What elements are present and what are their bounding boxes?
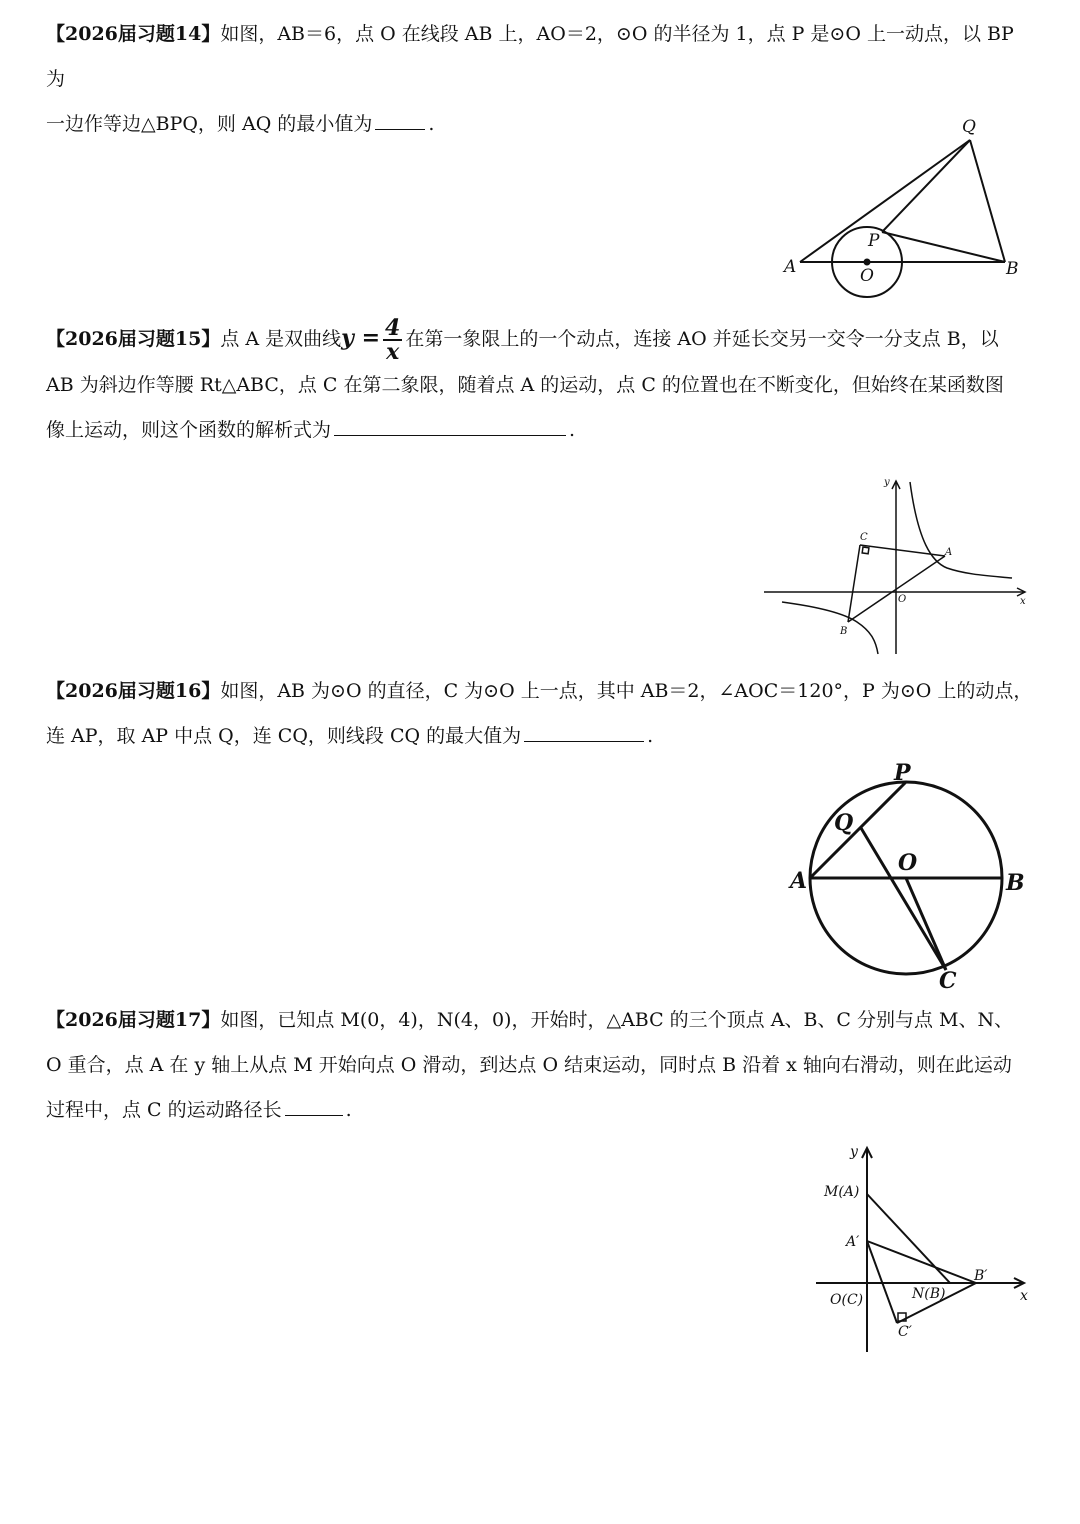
segment-A1B1: [867, 1241, 976, 1283]
figure-14: [780, 112, 1040, 302]
answer-blank-14[interactable]: [375, 109, 425, 130]
answer-blank-17[interactable]: [285, 1095, 343, 1116]
problem-14-line-1: [46, 12, 1036, 102]
label-x: x: [1020, 1288, 1028, 1304]
fraction-numerator: 4: [385, 315, 401, 341]
problem-14-tag: 【2026届习题14】: [46, 23, 221, 45]
figure-15: [762, 472, 1042, 657]
label-C: C: [939, 968, 957, 994]
label-B-prime: B′: [974, 1268, 988, 1284]
problem-17-line-1: [46, 998, 1036, 1043]
problem-14-text-2: 一边作等边△BPQ，则 AQ 的最小值为: [46, 113, 373, 135]
segment-CB: [848, 545, 860, 622]
label-A: A: [790, 868, 808, 894]
fraction-4-over-x: [383, 317, 402, 363]
problem-16: [46, 669, 1036, 759]
label-A-prime: A′: [846, 1234, 860, 1250]
problem-16-line-1: [46, 669, 1036, 714]
problem-15: [46, 316, 1036, 453]
segment-PQ: [882, 140, 970, 232]
label-Q: Q: [962, 117, 976, 137]
problem-15-line-1: [46, 316, 1036, 363]
label-P: P: [894, 760, 911, 786]
problem-15-line-2: [46, 363, 1036, 408]
segment-OC: [906, 878, 946, 970]
problem-17-line-2: [46, 1043, 1036, 1088]
label-C-prime: C′: [898, 1324, 912, 1340]
problem-15-text-post: 在第一象限上的一个动点，连接 AO 并延长交另一交令一分支点 B，以: [405, 328, 999, 350]
label-O: O: [898, 850, 918, 876]
problem-16-text-1: 如图，AB 为⊙O 的直径，C 为⊙O 上一点，其中 AB＝2，∠AOC＝120°，P 为⊙O 上的动点，: [220, 680, 1033, 702]
problem-14-text-1: 如图，AB＝6，点 O 在线段 AB 上，AO＝2，⊙O 的半径为 1，点 P 是⊙O 上一动点，以 BP 为: [46, 23, 1014, 90]
problem-17: [46, 998, 1036, 1133]
math-y: y =: [341, 325, 381, 351]
label-y: y: [850, 1144, 858, 1160]
problem-17-text-3: 过程中，点 C 的运动路径长: [46, 1099, 282, 1121]
label-x: x: [1020, 596, 1026, 607]
right-angle-mark-C: [862, 547, 869, 554]
answer-blank-16[interactable]: [524, 721, 644, 742]
fraction-denominator: x: [386, 339, 400, 365]
segment-PB: [882, 232, 1005, 262]
figure-16: [786, 760, 1036, 994]
problem-15-tag: 【2026届习题15】: [46, 328, 221, 350]
hyperbola-branch-2: [782, 602, 878, 654]
label-A: A: [945, 547, 953, 558]
label-B: B: [1006, 870, 1025, 896]
label-Q: Q: [834, 810, 854, 836]
label-C: C: [860, 532, 868, 543]
problem-17-end: .: [345, 1099, 352, 1121]
problem-17-text-2: O 重合，点 A 在 y 轴上从点 M 开始向点 O 滑动，到达点 O 结束运动，同时点 B 沿着 x 轴向右滑动，则在此运动: [46, 1054, 1012, 1076]
problem-15-text-3: 像上运动，则这个函数的解析式为: [46, 419, 332, 441]
label-N-B: N(B): [912, 1286, 946, 1302]
label-B: B: [1006, 259, 1019, 279]
label-P: P: [868, 231, 880, 251]
center-dot-O: [865, 260, 870, 265]
problem-16-text-2: 连 AP，取 AP 中点 Q，连 CQ，则线段 CQ 的最大值为: [46, 725, 522, 747]
segment-MN: [867, 1194, 950, 1283]
problem-16-line-2: [46, 714, 1036, 759]
figure-17: [800, 1140, 1040, 1360]
problem-16-tag: 【2026届习题16】: [46, 680, 221, 702]
segment-AQ: [800, 140, 970, 262]
problem-15-text-2: AB 为斜边作等腰 Rt△ABC，点 C 在第二象限，随着点 A 的运动，点 C 的位置也在不断变化，但始终在某函数图: [46, 374, 1004, 396]
label-O: O: [860, 266, 874, 286]
label-B: B: [840, 626, 848, 637]
problem-17-text-1: 如图，已知点 M(0，4)，N(4，0)，开始时，△ABC 的三个顶点 A、B、C 分别与点 M、N、: [220, 1009, 1014, 1031]
label-y: y: [884, 477, 890, 488]
label-O: O: [898, 594, 907, 605]
segment-QB: [970, 140, 1005, 262]
label-M-A: M(A): [824, 1184, 860, 1200]
problem-15-line-3: [46, 408, 1036, 453]
label-A: A: [784, 257, 797, 277]
problem-15-text-pre: 点 A 是双曲线: [220, 328, 342, 350]
problem-14-end: .: [428, 113, 435, 135]
label-O-C: O(C): [830, 1292, 864, 1308]
problem-17-tag: 【2026届习题17】: [46, 1009, 221, 1031]
problem-15-end: .: [569, 419, 576, 441]
problem-17-line-3: [46, 1088, 1036, 1133]
segment-CA: [860, 545, 945, 556]
problem-16-end: .: [647, 725, 654, 747]
hyperbola-branch-1: [910, 482, 1012, 578]
answer-blank-15[interactable]: [334, 415, 566, 436]
